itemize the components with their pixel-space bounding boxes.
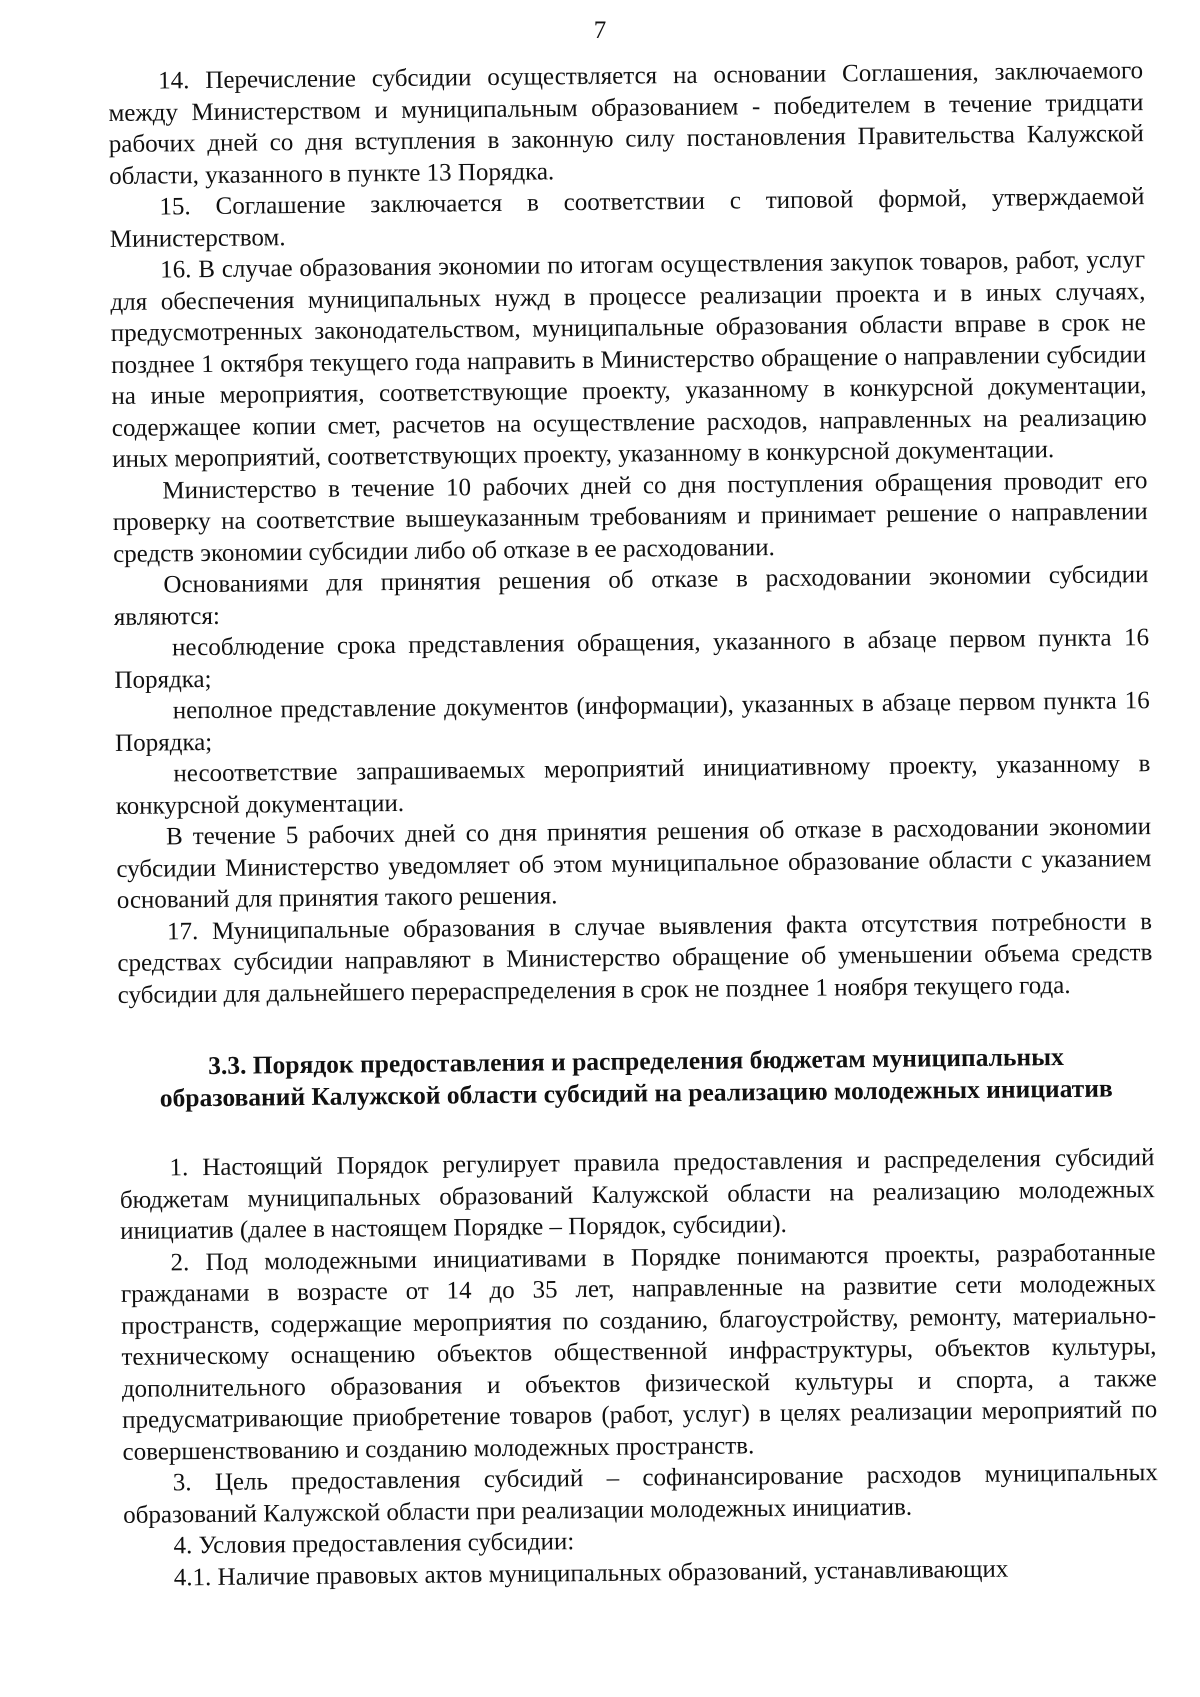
paragraph-p16-ground-1: несоблюдение срока представления обращения, указанного в абзаце первом пункта 16 Порядка; — [114, 624, 1150, 694]
paragraph-p16-ground-3: несоответствие запрашиваемых мероприятий инициативному проекту, указанному в конкурсной документации. — [115, 750, 1151, 820]
paragraph-p16-check: Министерство в течение 10 рабочих дней со дня поступления обращения проводит его проверку на соответствие вышеуказанным требованиям и принимает решение о направлении средств экономии субсидии либо об отказе в ее расходовании. — [112, 466, 1148, 568]
paragraph-s4-1: 4.1. Наличие правовых актов муниципальных образований, устанавливающих — [173, 1555, 1009, 1591]
paragraphs-before-heading — [108, 55, 1153, 1011]
paragraph-p16-notify: В течение 5 рабочих дней со дня принятия решения об отказе в расходовании экономии субсидии Министерство уведомляет об этом муниципальное образование области с указанием оснований для принятия такого решения. — [116, 813, 1152, 914]
paragraph-s3: 3. Цель предоставления субсидий – софинансирование расходов муниципальных образований Калужской области при реализации молодежных инициатив. — [123, 1459, 1158, 1529]
paragraph-s1: 1. Настоящий Порядок регулирует правила предоставления и распределения субсидий бюджетам муниципальных образований Калужской области на реализацию молодежных инициатив (далее в настоящем Порядке – Порядок, субсидии). — [119, 1144, 1155, 1245]
section-heading: 3.3. Порядок предоставления и распределения бюджетам муниципальных образований Калужской области субсидий на реализацию молодежных инициатив — [159, 1042, 1113, 1113]
paragraph-p17: 17. Муниципальные образования в случае выявления факта отсутствия потребности в средствах субсидии направляют в Министерство обращение об уменьшении объема средств субсидии для дальнейшего перераспределения в срок не позднее 1 ноября текущего года. — [117, 907, 1153, 1009]
paragraph-p15: 15. Соглашение заключается в соответствии с типовой формой, утверждаемой Министерством. — [109, 183, 1145, 253]
page-number: 7 — [593, 17, 607, 44]
paragraph-p16-ground-2: неполное представление документов (информации), указанных в абзаце первом пункта 16 Порядка; — [114, 687, 1150, 757]
paragraphs-after-heading — [119, 1142, 1159, 1594]
paragraph-p14: 14. Перечисление субсидии осуществляется на основании Соглашения, заключаемого между Министерством и муниципальным образованием - победителем в течение тридцати рабочих дней со дня вступления в законную силу постановления Правительства Калужской области, указанного в пункте 13 Порядка. — [108, 57, 1144, 190]
paragraph-p16: 16. В случае образования экономии по итогам осуществления закупок товаров, работ, услуг для обеспечения муниципальных нужд в процессе реализации проекта и в иных случаях, предусмотренных законодательством, муниципальные образования области вправе в срок не позднее 1 октября текущего года направить в Министерство обращение о направлении субсидии на иные мероприятия, соответствующие проекту, указанному в конкурсной документации, содержащее копии смет, расчетов на осуществление расходов, направленных на реализацию иных мероприятий, соответствующих проекту, указанному в конкурсной документации. — [110, 246, 1147, 473]
paragraph-s4: 4. Условия предоставления субсидии: — [173, 1528, 575, 1560]
paragraph-p16-grounds: Основаниями для принятия решения об отказе в расходовании экономии субсидии являются: — [113, 561, 1149, 631]
paragraph-s2: 2. Под молодежными инициативами в Порядке понимаются проекты, разработанные гражданами в возрасте от 14 до 35 лет, направленные на развитие сети молодежных пространств, содержащие мероприятия по созданию, благоустройству, ремонту, материально-техническому оснащению объектов общественной инфраструктуры, объектов культуры, дополнительного образования и объектов физической культуры и спорта, а также предусматривающие приобретение товаров (работ, услуг) в целях реализации мероприятий по совершенствованию и созданию молодежных пространств. — [120, 1238, 1158, 1466]
document-body — [108, 55, 1159, 1594]
